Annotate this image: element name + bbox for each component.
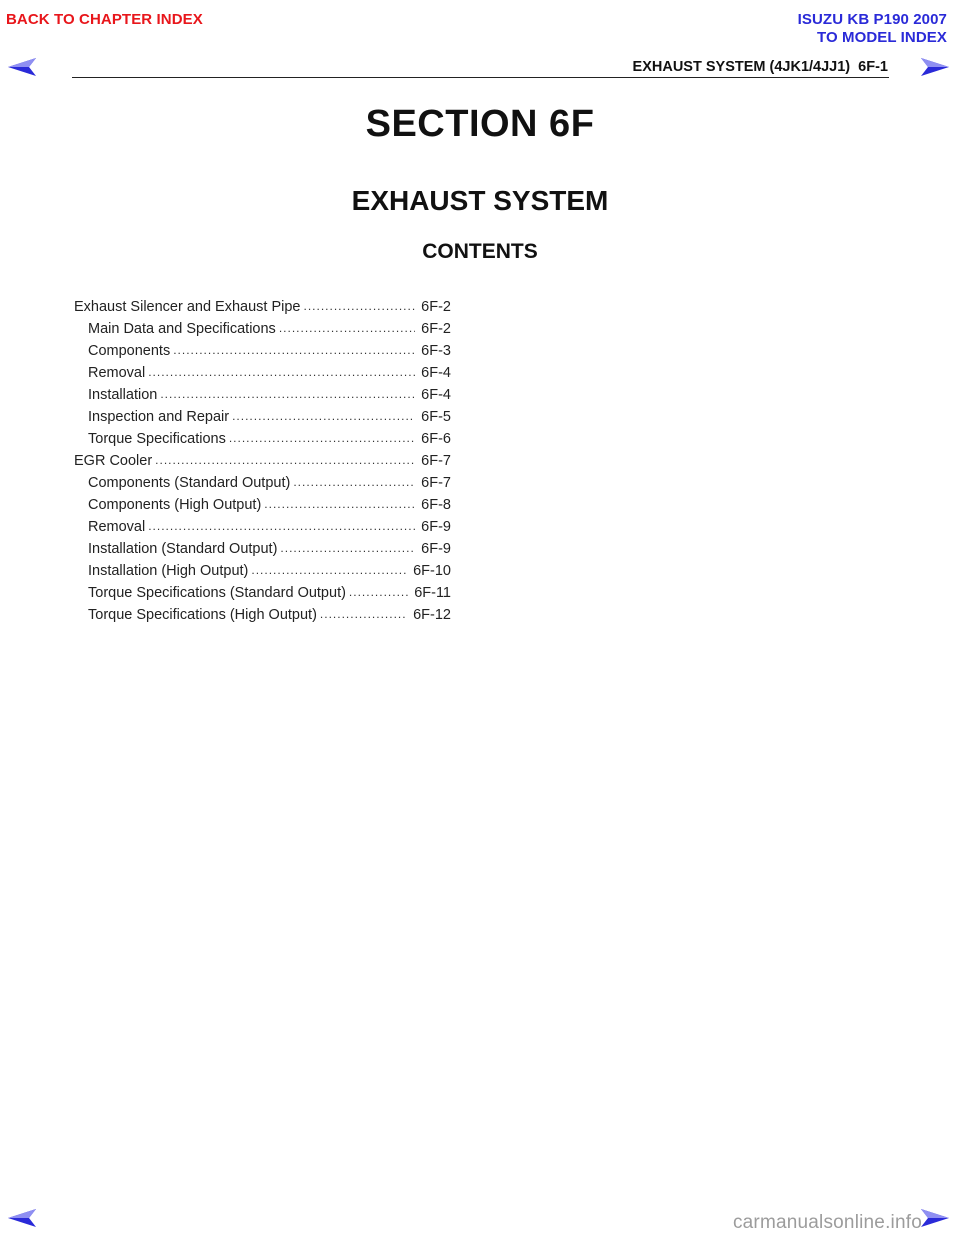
section-title: SECTION 6F (365, 103, 595, 145)
toc-entry-page: 6F-9 (421, 519, 451, 535)
toc-entry[interactable] (74, 403, 451, 425)
toc-entry-label: Removal (88, 519, 146, 535)
toc-leader-dots (155, 454, 415, 469)
previous-page-arrow-icon[interactable] (7, 1207, 37, 1229)
toc-entry-label: Components (88, 343, 171, 359)
toc-entry-label: Exhaust Silencer and Exhaust Pipe (74, 299, 301, 315)
toc-entry-page: 6F-4 (421, 387, 451, 403)
toc-entry-page: 6F-9 (421, 541, 451, 557)
toc-leader-dots (320, 608, 407, 623)
back-to-chapter-index-link[interactable]: BACK TO CHAPTER INDEX (6, 11, 203, 28)
next-page-arrow-icon[interactable] (920, 56, 950, 78)
toc-entry-page: 6F-5 (421, 409, 451, 425)
toc-entry-page: 6F-6 (421, 431, 451, 447)
toc-entry-page: 6F-11 (414, 585, 451, 601)
toc-leader-dots (349, 586, 408, 601)
toc-entry-label: Torque Specifications (Standard Output) (88, 585, 346, 601)
running-header: EXHAUST SYSTEM (4JK1/4JJ1) 6F-1 (632, 59, 888, 75)
toc-entry-page: 6F-3 (421, 343, 451, 359)
toc-entry[interactable] (74, 579, 451, 601)
toc-leader-dots (148, 520, 415, 535)
toc-entry-label: Installation (High Output) (88, 563, 249, 579)
toc-entry-label: Components (Standard Output) (88, 475, 291, 491)
toc-entry-label: Installation (88, 387, 158, 403)
toc-leader-dots (148, 366, 415, 381)
toc-entry-page: 6F-4 (421, 365, 451, 381)
toc-entry-label: Removal (88, 365, 146, 381)
toc-entry-page: 6F-8 (421, 497, 451, 513)
toc-leader-dots (173, 344, 415, 359)
toc-leader-dots (279, 322, 415, 337)
contents-heading: CONTENTS (422, 240, 538, 263)
toc-entry[interactable] (74, 293, 451, 315)
toc-entry-page: 6F-10 (413, 563, 451, 579)
model-title-link[interactable]: ISUZU KB P190 2007 (797, 11, 947, 28)
toc-entry[interactable] (74, 601, 451, 623)
table-of-contents (74, 293, 451, 623)
toc-entry-label: Torque Specifications (88, 431, 226, 447)
toc-entry[interactable] (74, 491, 451, 513)
toc-entry-label: Inspection and Repair (88, 409, 230, 425)
toc-entry-page: 6F-7 (421, 453, 451, 469)
toc-leader-dots (251, 564, 407, 579)
header-divider (72, 77, 889, 78)
toc-entry-label: Torque Specifications (High Output) (88, 607, 317, 623)
toc-entry-label: Main Data and Specifications (88, 321, 276, 337)
toc-leader-dots (264, 498, 415, 513)
watermark-text: carmanualsonline.info (732, 1212, 922, 1233)
toc-entry-label: Components (High Output) (88, 497, 262, 513)
toc-entry-page: 6F-12 (413, 607, 451, 623)
previous-page-arrow-icon[interactable] (7, 56, 37, 78)
toc-leader-dots (304, 300, 416, 315)
toc-entry[interactable] (74, 447, 451, 469)
toc-entry-page: 6F-2 (421, 321, 451, 337)
toc-entry[interactable] (74, 315, 451, 337)
toc-entry[interactable] (74, 513, 451, 535)
toc-entry-label: EGR Cooler (74, 453, 153, 469)
toc-entry[interactable] (74, 381, 451, 403)
toc-leader-dots (280, 542, 415, 557)
toc-entry[interactable] (74, 557, 451, 579)
next-page-arrow-icon[interactable] (920, 1207, 950, 1229)
toc-entry-page: 6F-2 (421, 299, 451, 315)
toc-entry[interactable] (74, 337, 451, 359)
toc-leader-dots (232, 410, 415, 425)
toc-entry-page: 6F-7 (421, 475, 451, 491)
toc-entry[interactable] (74, 359, 451, 381)
toc-entry[interactable] (74, 535, 451, 557)
toc-leader-dots (160, 388, 415, 403)
toc-leader-dots (293, 476, 415, 491)
toc-entry-label: Installation (Standard Output) (88, 541, 278, 557)
toc-entry[interactable] (74, 469, 451, 491)
toc-leader-dots (229, 432, 415, 447)
toc-entry[interactable] (74, 425, 451, 447)
to-model-index-link[interactable]: TO MODEL INDEX (816, 29, 947, 46)
system-title: EXHAUST SYSTEM (351, 185, 609, 216)
